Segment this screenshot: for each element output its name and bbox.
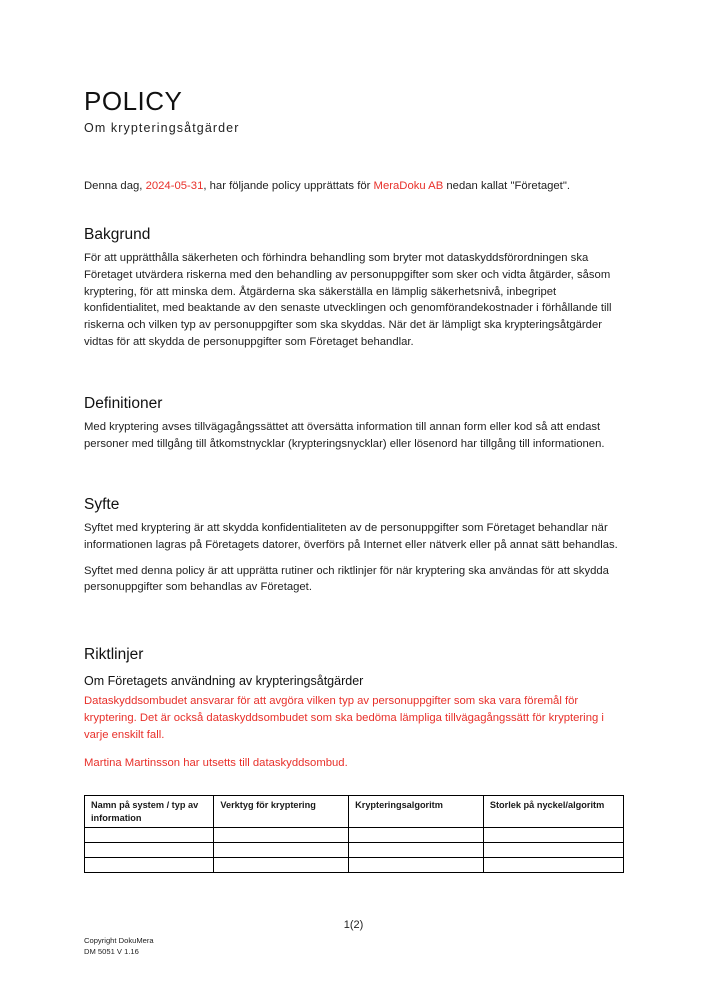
paragraph-definitioner: Med kryptering avses tillvägagångssättet att översätta information till annan form eller kod så att endast personer med tillgång till åtkomstnycklar (krypteringsnycklar) eller lösenord har tillgång till informationen. [84, 421, 605, 450]
heading-riktlinjer: Riktlinjer [84, 646, 144, 663]
paragraph-syfte-1: Syftet med kryptering är att skydda konfidentialiteten av de personuppgifter som Företaget behandlar när informationen lagras på Företagets datorer, överförs på Internet eller nätverk eller på annat sätt behandlas. [84, 522, 618, 551]
footer [84, 936, 154, 957]
intro-prefix: Denna dag, [84, 180, 146, 192]
document-title: POLICY [84, 86, 183, 116]
table-cell[interactable] [349, 843, 484, 858]
table-header-system: Namn på system / typ av information [85, 796, 214, 828]
section-definitioner [84, 395, 629, 453]
table-cell[interactable] [214, 858, 349, 873]
section-riktlinjer [84, 646, 629, 772]
table-header-algorithm: Krypteringsalgoritm [349, 796, 484, 828]
table-cell[interactable] [483, 828, 623, 843]
table-row [85, 843, 624, 858]
intro-suffix: nedan kallat "Företaget". [443, 180, 570, 192]
subheading-riktlinjer: Om Företagets användning av krypteringsåtgärder [84, 674, 364, 688]
section-bakgrund [84, 226, 629, 351]
table-row [85, 858, 624, 873]
document-subtitle: Om krypteringsåtgärder [84, 121, 240, 135]
section-syfte [84, 496, 629, 596]
table-row [85, 828, 624, 843]
table-header-key-size: Storlek på nyckel/algoritm [483, 796, 623, 828]
footer-copyright: Copyright DokuMera [84, 936, 154, 945]
table-cell[interactable] [85, 858, 214, 873]
table-cell[interactable] [214, 828, 349, 843]
intro-middle: , har följande policy upprättats för [203, 180, 374, 192]
table-header-tool: Verktyg för kryptering [214, 796, 349, 828]
page-number: 1(2) [343, 919, 364, 931]
table-cell[interactable] [214, 843, 349, 858]
heading-syfte: Syfte [84, 496, 120, 513]
table-cell[interactable] [349, 828, 484, 843]
table-cell[interactable] [85, 843, 214, 858]
intro-company: MeraDoku AB [373, 180, 444, 192]
encryption-table [84, 795, 624, 873]
heading-definitioner: Definitioner [84, 395, 163, 412]
table-cell[interactable] [483, 858, 623, 873]
intro-paragraph [84, 180, 570, 192]
paragraph-riktlinjer-2: Martina Martinsson har utsetts till dataskyddsombud. [84, 757, 348, 770]
paragraph-bakgrund: För att upprätthålla säkerheten och förhindra behandling som bryter mot dataskyddsförordningen ska Företaget utvärdera riskerna med den behandling av personuppgifter som sker och vidta åtgärder, såsom kryptering, för att minska dem. Åtgärderna ska säkerställa en lämplig säkerhetsnivå, inbegripet konfidentialitet, med beaktande av den senaste utvecklingen och genomförandekostnader i förhållande till riskerna och vilken typ av personuppgifter som ska skyddas. När det är lämpligt ska krypteringsåtgärder vidtas för att skydda de personuppgifter som Företaget behandlar. [84, 252, 612, 348]
footer-document-id: DM 5051 V 1.16 [84, 946, 139, 956]
table-cell[interactable] [85, 828, 214, 843]
paragraph-syfte-2: Syftet med denna policy är att upprätta rutiner och riktlinjer för när kryptering ska användas för att skydda personuppgifter som behandlas av Företaget. [84, 564, 609, 594]
intro-date: 2024-05-31 [145, 180, 204, 192]
table-cell[interactable] [483, 843, 623, 858]
table-cell[interactable] [349, 858, 484, 873]
heading-bakgrund: Bakgrund [84, 226, 151, 243]
paragraph-riktlinjer-1: Dataskyddsombudet ansvarar för att avgöra vilken typ av personuppgifter som ska vara föremål för kryptering. Det är också dataskyddsombudet som ska bedöma lämpliga tillvägagångssätt för kryptering i varje enskilt fall. [84, 695, 604, 741]
table-header-row [85, 796, 624, 828]
